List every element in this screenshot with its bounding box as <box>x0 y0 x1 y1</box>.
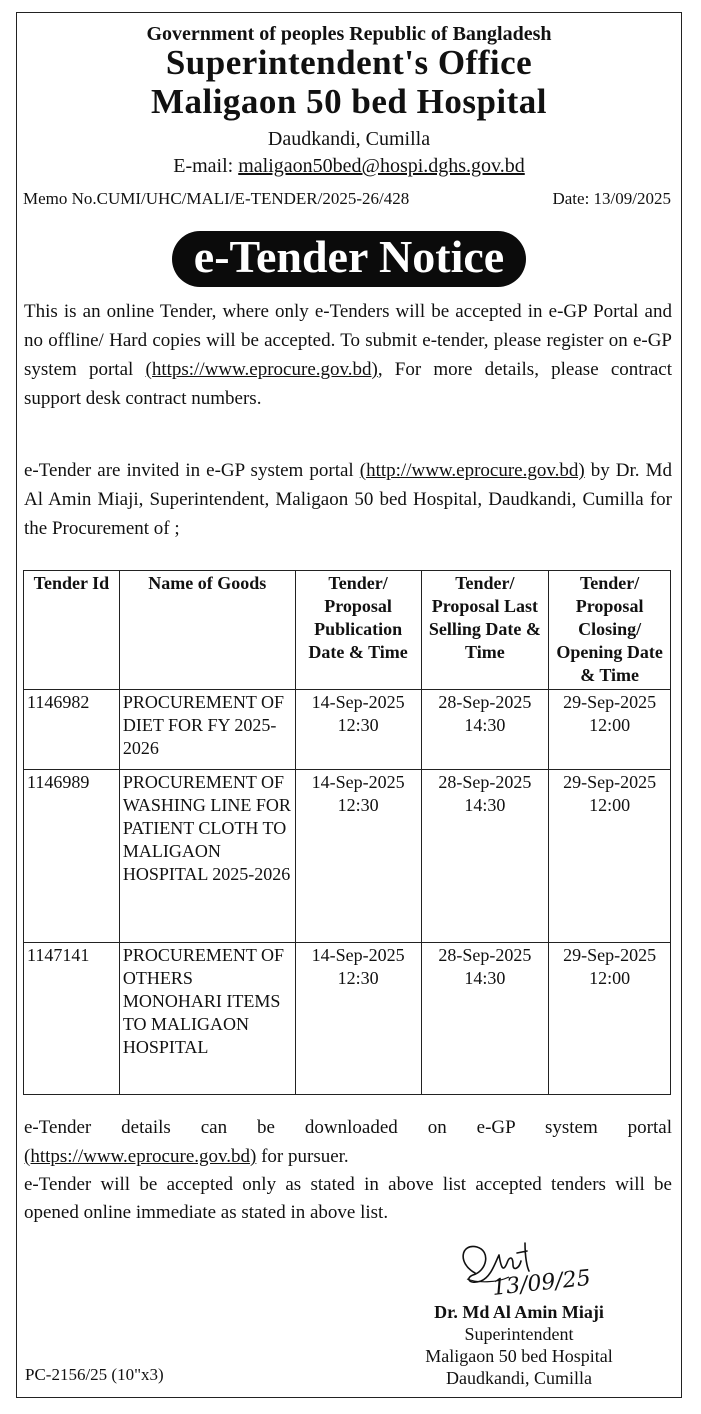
memo-date: Date: 13/09/2025 <box>552 189 671 208</box>
email-line <box>17 155 681 178</box>
table-row <box>24 943 671 1095</box>
selling-cell <box>421 770 549 943</box>
email-label: E-mail: <box>173 155 239 177</box>
signature-date: 13/09/25 <box>491 1265 592 1301</box>
closing-date: 29-Sep-2025 <box>563 692 657 712</box>
closing-date: 29-Sep-2025 <box>563 772 657 792</box>
government-line: Government of peoples Republic of Bangladesh <box>146 23 552 45</box>
eprocure-link-2[interactable]: (http://www.eprocure.gov.bd) <box>359 460 585 481</box>
download-paragraph <box>24 1113 672 1171</box>
publication-time: 12:30 <box>337 968 379 988</box>
selling-cell <box>421 943 549 1095</box>
publication-cell <box>295 943 421 1095</box>
table-row <box>24 690 671 770</box>
email-link[interactable]: maligaon50bed@hospi.dghs.gov.bd <box>238 155 525 177</box>
signatory-hospital: Maligaon 50 bed Hospital <box>425 1346 613 1366</box>
tender-id-cell: 1146989 <box>24 770 120 943</box>
selling-cell <box>421 690 549 770</box>
publication-date: 14-Sep-2025 <box>311 772 405 792</box>
closing-time: 12:00 <box>589 795 631 815</box>
goods-cell: PROCUREMENT OF OTHERS MONOHARI ITEMS TO MALIGAON HOSPITAL <box>119 943 295 1095</box>
p3-text-a: e-Tender details can be downloaded on e-GP system portal <box>24 1117 672 1138</box>
header-closing-opening: Tender/ Proposal Closing/ Opening Date & Time <box>549 571 671 690</box>
office-title: Superintendent's Office <box>165 43 533 82</box>
goods-cell: PROCUREMENT OF DIET FOR FY 2025-2026 <box>119 690 295 770</box>
closing-time: 12:00 <box>589 715 631 735</box>
selling-date: 28-Sep-2025 <box>438 945 532 965</box>
closing-cell <box>549 943 671 1095</box>
header-last-selling: Tender/ Proposal Last Selling Date & Time <box>421 571 549 690</box>
p3-text-b: for pursuer. <box>256 1146 349 1167</box>
publication-time: 12:30 <box>337 795 379 815</box>
p1-text-a: This is an online Tender, where only e-Tenders will be accepted in e-GP Portal and no offline/ Hard copies will be accepted. To submit e-tender, please register on e-GP system portal <box>24 301 672 380</box>
table-row <box>24 770 671 943</box>
p2-text-b: by Dr. Md Al Amin Miaji, Superintendent, Maligaon 50 bed Hospital, Daudkandi, Cumilla for the Procurement of ; <box>24 460 672 539</box>
signatory-location: Daudkandi, Cumilla <box>446 1368 592 1388</box>
selling-date: 28-Sep-2025 <box>438 772 532 792</box>
signatory-block <box>389 1301 649 1389</box>
header-name-of-goods: Name of Goods <box>119 571 295 690</box>
closing-time: 12:00 <box>589 968 631 988</box>
eprocure-link-1[interactable]: (https://www.eprocure.gov.bd) <box>145 359 378 380</box>
publication-cell <box>295 770 421 943</box>
banner-wrap <box>17 231 681 287</box>
hospital-title: Maligaon 50 bed Hospital <box>150 82 548 121</box>
table-header-row <box>24 571 671 690</box>
pc-reference: PC-2156/25 (10"x3) <box>25 1365 164 1384</box>
publication-cell <box>295 690 421 770</box>
header-publication: Tender/ Proposal Publication Date & Time <box>295 571 421 690</box>
header-tender-id: Tender Id <box>24 571 120 690</box>
publication-date: 14-Sep-2025 <box>311 945 405 965</box>
tender-id-cell: 1147141 <box>24 943 120 1095</box>
closing-date: 29-Sep-2025 <box>563 945 657 965</box>
tender-notice-page <box>16 12 682 1398</box>
eprocure-link-3[interactable]: (https://www.eprocure.gov.bd) <box>24 1146 257 1167</box>
selling-time: 14:30 <box>464 795 506 815</box>
address-line: Daudkandi, Cumilla <box>267 128 431 150</box>
notice-banner: e-Tender Notice <box>172 231 526 287</box>
closing-cell <box>549 690 671 770</box>
intro-paragraph-1 <box>24 297 672 413</box>
memo-number: Memo No.CUMI/UHC/MALI/E-TENDER/2025-26/428 <box>23 189 410 208</box>
handwritten-signature <box>447 1233 607 1301</box>
selling-time: 14:30 <box>464 968 506 988</box>
intro-paragraph-2 <box>24 456 672 543</box>
closing-cell <box>549 770 671 943</box>
tender-table <box>23 570 671 1095</box>
acceptance-paragraph: e-Tender will be accepted only as stated in above list accepted tenders will be opened online immediate as stated in above list. <box>24 1174 672 1223</box>
selling-time: 14:30 <box>464 715 506 735</box>
signatory-name: Dr. Md Al Amin Miaji <box>434 1302 604 1322</box>
p2-text-a: e-Tender are invited in e-GP system portal <box>24 460 360 481</box>
selling-date: 28-Sep-2025 <box>438 692 532 712</box>
memo-line <box>23 189 671 209</box>
signatory-title: Superintendent <box>464 1324 574 1344</box>
publication-date: 14-Sep-2025 <box>311 692 405 712</box>
tender-id-cell: 1146982 <box>24 690 120 770</box>
goods-cell: PROCUREMENT OF WASHING LINE FOR PATIENT CLOTH TO MALIGAON HOSPITAL 2025-2026 <box>119 770 295 943</box>
p1-text-b: , For more details, please contract support desk contract numbers. <box>24 359 673 409</box>
publication-time: 12:30 <box>337 715 379 735</box>
